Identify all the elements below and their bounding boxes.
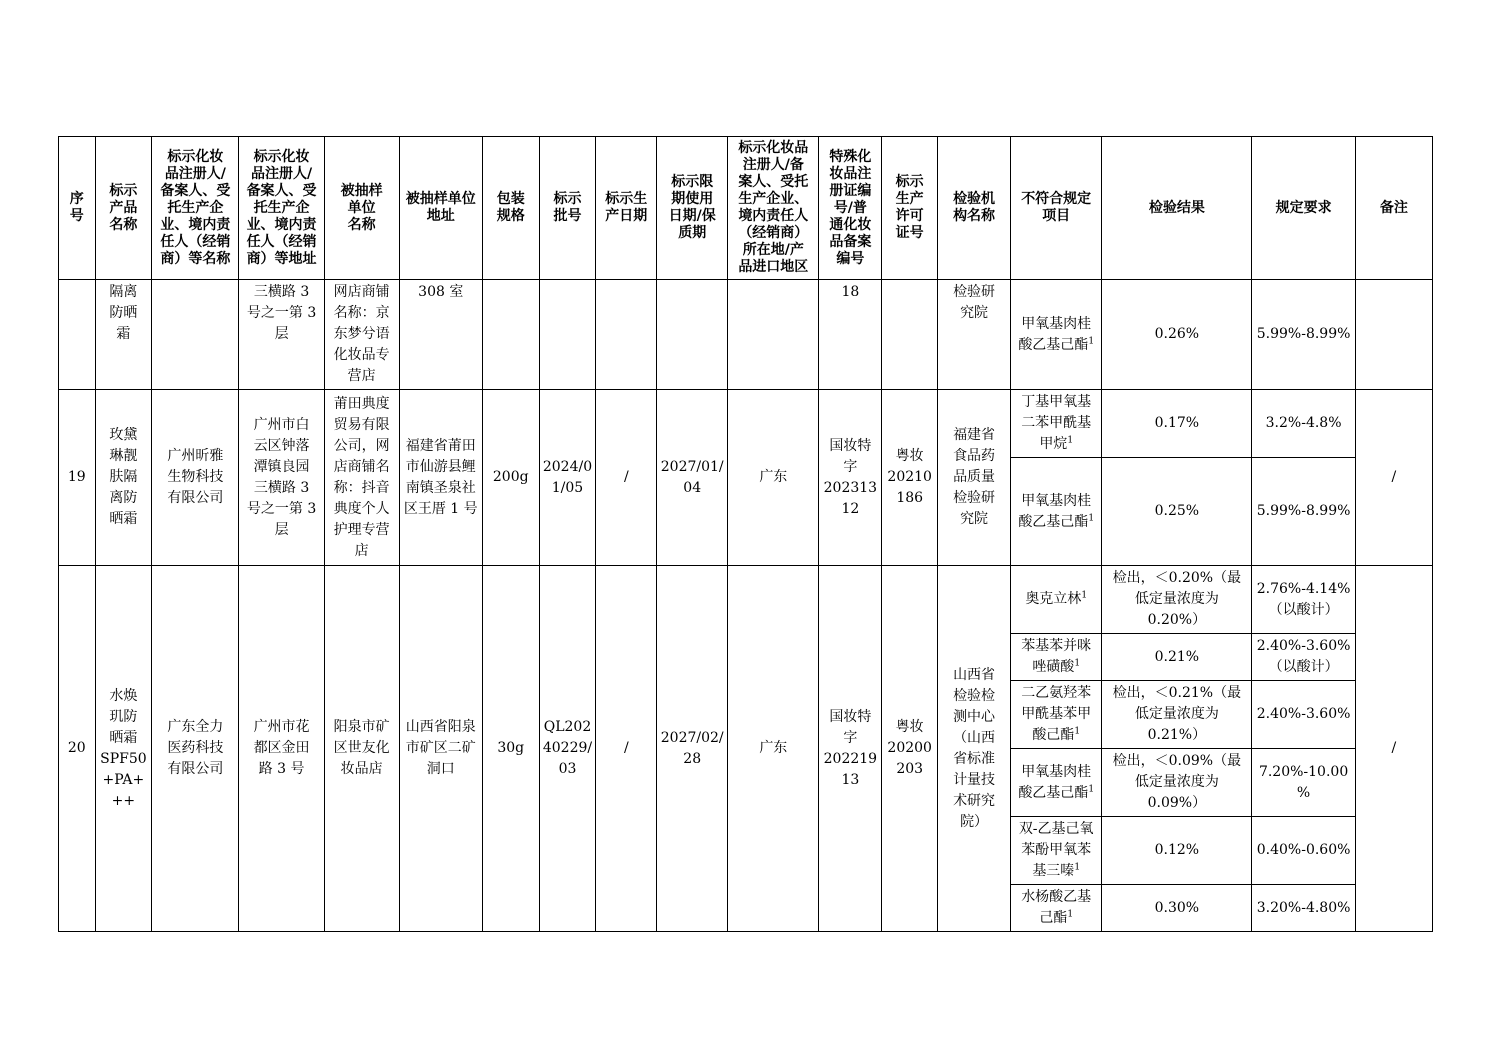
cell-requirement: 3.20%-4.80%: [1252, 885, 1355, 932]
cell-company: [152, 280, 239, 390]
cell-region: 广东: [728, 390, 819, 566]
cell-no: 19: [59, 390, 96, 566]
cell-company: 广州昕雅 生物科技 有限公司: [152, 390, 239, 566]
header-cell-nonconforming-item: 不符合规定 项目: [1011, 137, 1102, 280]
cell-package-spec: 30g: [482, 566, 539, 932]
cell-nonconforming-item: [1011, 749, 1102, 817]
cell-company-address: 广州市花 都区金田 路 3 号: [239, 566, 324, 932]
item-text: 甲氧基肉桂 酸乙基己酯: [1018, 315, 1092, 353]
cell-certificate: 18: [819, 280, 882, 390]
footnote-mark: 1: [1067, 435, 1074, 446]
cell-nonconforming-item: [1011, 390, 1102, 458]
footnote-mark: 1: [1074, 658, 1081, 669]
footnote-mark: 1: [1088, 335, 1095, 346]
cell-region: [728, 280, 819, 390]
item-text: 苯基苯并咪 唑磺酸: [1021, 638, 1092, 675]
cell-result: 0.17%: [1102, 390, 1252, 458]
cell-sampled-unit: 阳泉市矿 区世友化 妆品店: [324, 566, 399, 932]
header-cell-package-spec: 包装 规格: [482, 137, 539, 280]
header-cell-sampled-unit: 被抽样 单位 名称: [324, 137, 399, 280]
item-text: 二乙氨羟苯 甲酰基苯甲 酸己酯: [1021, 685, 1092, 743]
cell-license: 粤妆 20210 186: [882, 390, 938, 566]
cell-requirement: 5.99%-8.99%: [1252, 458, 1355, 566]
cell-requirement: 2.40%-3.60%: [1252, 681, 1355, 749]
cell-expiry: 2027/02/ 28: [657, 566, 728, 932]
cell-nonconforming-item: [1011, 817, 1102, 885]
footnote-mark: 1: [1081, 590, 1088, 601]
cell-region: 广东: [728, 566, 819, 932]
footnote-mark: 1: [1088, 512, 1095, 523]
cell-result: 0.12%: [1102, 817, 1252, 885]
cell-product: 隔离 防晒 霜: [95, 280, 152, 390]
cell-expiry: 2027/01/ 04: [657, 390, 728, 566]
cell-remark: /: [1355, 566, 1432, 932]
header-cell-company-address: 标示化妆 品注册人/ 备案人、受 托生产企 业、境内责 任人（经销 商）等地址: [239, 137, 324, 280]
cell-remark: [1355, 280, 1432, 390]
header-cell-production-date: 标示生 产日期: [596, 137, 657, 280]
header-cell-license: 标示 生产 许可 证号: [882, 137, 938, 280]
cell-no: 20: [59, 566, 96, 932]
cell-expiry: [657, 280, 728, 390]
cell-certificate: 国妆特 字 202313 12: [819, 390, 882, 566]
cell-package-spec: 200g: [482, 390, 539, 566]
cell-result: 检出，＜0.21%（最 低定量浓度为 0.21%）: [1102, 681, 1252, 749]
header-cell-expiry: 标示限 期使用 日期/保 质期: [657, 137, 728, 280]
cell-product: 水焕 玑防 晒霜 SPF50 +PA+ ++: [95, 566, 152, 932]
cell-requirement: 5.99%-8.99%: [1252, 280, 1355, 390]
item-text: 奥克立林: [1025, 591, 1082, 607]
header-cell-lab: 检验机 构名称: [938, 137, 1011, 280]
cell-sampled-unit-address: 山西省阳泉 市矿区二矿 洞口: [399, 566, 482, 932]
cell-result: 0.25%: [1102, 458, 1252, 566]
item-text: 甲氧基肉桂 酸乙基己酯: [1018, 492, 1092, 530]
table-row: [59, 390, 1433, 458]
cell-nonconforming-item: [1011, 458, 1102, 566]
cell-batch: [539, 280, 596, 390]
header-cell-certificate: 特殊化 妆品注 册证编 号/普 通化妆 品备案 编号: [819, 137, 882, 280]
cell-nonconforming-item: [1011, 681, 1102, 749]
cell-no: [59, 280, 96, 390]
inspection-results-table: [58, 136, 1433, 932]
cell-nonconforming-item: [1011, 634, 1102, 681]
cell-company-address: 广州市白 云区钟落 潭镇良园 三横路 3 号之一第 3 层: [239, 390, 324, 566]
cell-nonconforming-item: [1011, 280, 1102, 390]
cell-result: 0.26%: [1102, 280, 1252, 390]
header-row: [59, 137, 1433, 280]
item-text: 甲氧基肉桂 酸乙基己酯: [1018, 763, 1092, 801]
cell-lab: 山西省 检验检 测中心 （山西 省标准 计量技 术研究 院）: [938, 566, 1011, 932]
footnote-mark: 1: [1088, 783, 1095, 794]
cell-result: 检出，＜0.20%（最 低定量浓度为 0.20%）: [1102, 566, 1252, 634]
cell-result: 0.21%: [1102, 634, 1252, 681]
cell-requirement: 2.40%-3.60% （以酸计）: [1252, 634, 1355, 681]
cell-result: 0.30%: [1102, 885, 1252, 932]
item-text: 丁基甲氧基 二苯甲酰基 甲烷: [1021, 394, 1092, 452]
cell-sampled-unit: 莆田典度 贸易有限 公司，网 店商铺名 称：抖音 典度个人 护理专营 店: [324, 390, 399, 566]
cell-requirement: 7.20%-10.00 %: [1252, 749, 1355, 817]
header-cell-product: 标示 产品 名称: [95, 137, 152, 280]
footnote-mark: 1: [1074, 862, 1081, 873]
cell-license: [882, 280, 938, 390]
cell-sampled-unit-address: 308 室: [399, 280, 482, 390]
cell-company-address: 三横路 3 号之一第 3 层: [239, 280, 324, 390]
footnote-mark: 1: [1074, 726, 1081, 737]
cell-requirement: 0.40%-0.60%: [1252, 817, 1355, 885]
cell-package-spec: [482, 280, 539, 390]
header-cell-no: 序 号: [59, 137, 96, 280]
header-cell-remark: 备注: [1355, 137, 1432, 280]
table-row: [59, 280, 1433, 390]
cell-result: 检出，＜0.09%（最 低定量浓度为 0.09%）: [1102, 749, 1252, 817]
cell-certificate: 国妆特 字 202219 13: [819, 566, 882, 932]
cell-production-date: [596, 280, 657, 390]
cell-product: 玫黛 琳靓 肤隔 离防 晒霜: [95, 390, 152, 566]
cell-lab: 福建省 食品药 品质量 检验研 究院: [938, 390, 1011, 566]
header-cell-requirement: 规定要求: [1252, 137, 1355, 280]
header-cell-region: 标示化妆品 注册人/备 案人、受托 生产企业、 境内责任人 （经销商） 所在地/产 品进口地区: [728, 137, 819, 280]
header-cell-company: 标示化妆 品注册人/ 备案人、受 托生产企 业、境内责 任人（经销 商）等名称: [152, 137, 239, 280]
header-cell-sampled-unit-address: 被抽样单位 地址: [399, 137, 482, 280]
header-cell-batch: 标示 批号: [539, 137, 596, 280]
header-cell-result: 检验结果: [1102, 137, 1252, 280]
footnote-mark: 1: [1067, 909, 1074, 920]
item-text: 水杨酸乙基 己酯: [1021, 889, 1092, 926]
cell-production-date: /: [596, 390, 657, 566]
cell-lab: 检验研 究院: [938, 280, 1011, 390]
cell-license: 粤妆 20200 203: [882, 566, 938, 932]
cell-requirement: 2.76%-4.14% （以酸计）: [1252, 566, 1355, 634]
cell-batch: 2024/0 1/05: [539, 390, 596, 566]
cell-nonconforming-item: [1011, 885, 1102, 932]
table-row: [59, 566, 1433, 634]
cell-company: 广东全力 医药科技 有限公司: [152, 566, 239, 932]
cell-nonconforming-item: [1011, 566, 1102, 634]
cell-remark: /: [1355, 390, 1432, 566]
cell-requirement: 3.2%-4.8%: [1252, 390, 1355, 458]
item-text: 双-乙基己氧 苯酚甲氧苯 基三嗪: [1018, 821, 1094, 879]
cell-production-date: /: [596, 566, 657, 932]
cell-batch: QL202 40229/ 03: [539, 566, 596, 932]
cell-sampled-unit-address: 福建省莆田 市仙游县鲤 南镇圣泉社 区王厝 1 号: [399, 390, 482, 566]
cell-sampled-unit: 网店商铺 名称：京 东梦兮语 化妆品专 营店: [324, 280, 399, 390]
